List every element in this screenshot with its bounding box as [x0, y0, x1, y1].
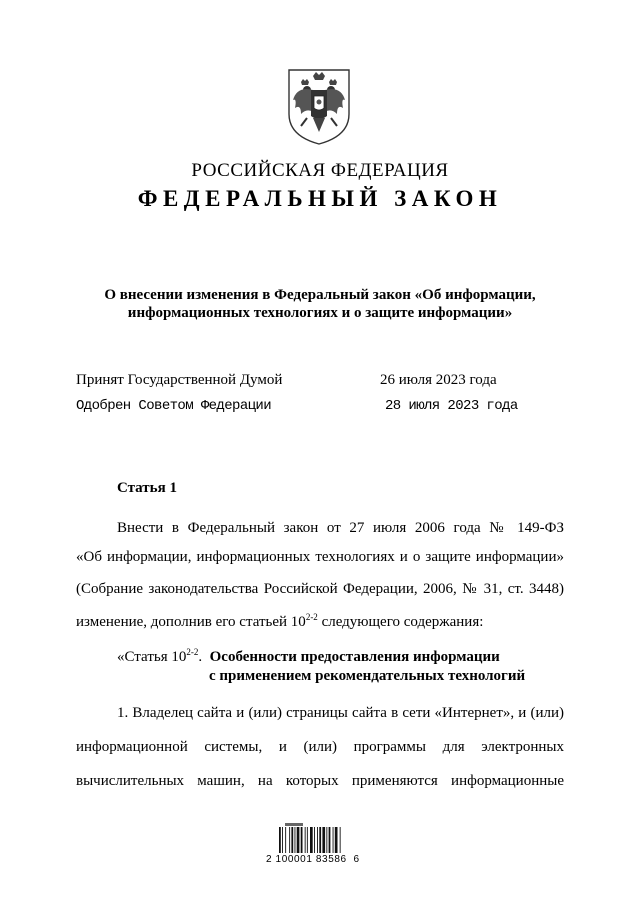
council-approval-label: Одобрен Советом Федерации	[76, 398, 272, 414]
article-1-line-2: «Об информации, информационных технологиях и о защите информации»	[76, 549, 564, 565]
new-article-line-1: 1. Владелец сайта и (или) страницы сайта в сети «Интернет», и (или)	[117, 705, 564, 721]
new-article-line-2: информационной системы, и (или) программы для электронных	[76, 739, 564, 755]
duma-adoption-date: 26 июля 2023 года	[380, 372, 497, 388]
article-1-heading: Статья 1	[117, 480, 177, 496]
new-article-title-2: с применением рекомендательных технологий	[209, 668, 526, 684]
barcode-number: 2 100001 83586 6	[266, 854, 360, 865]
law-title-line1: О внесении изменения в Федеральный закон «Об информации,	[104, 287, 536, 303]
new-article-line-3: вычислительных машин, на которых применяются информационные	[76, 773, 564, 789]
duma-adoption-label: Принят Государственной Думой	[76, 372, 283, 388]
new-article-heading	[117, 648, 500, 666]
article-1-line-1: Внести в Федеральный закон от 27 июля 2006 года № 149-ФЗ	[117, 520, 564, 536]
law-title	[60, 286, 580, 322]
article-1-line-4	[76, 613, 564, 631]
article-1-line-3: (Собрание законодательства Российской Федерации, 2006, № 31, ст. 3448)	[76, 581, 564, 597]
article-1-line-4-tail: следующего содержания:	[317, 614, 484, 630]
new-article-dot: .	[198, 649, 203, 665]
law-title-line2: информационных технологиях и о защите информации»	[127, 305, 513, 321]
coat-of-arms-icon	[283, 66, 355, 146]
barcode-icon	[279, 823, 355, 853]
document-type: ФЕДЕРАЛЬНЫЙ ЗАКОН	[137, 186, 503, 211]
article-1-line-4-text: изменение, дополнив его статьей 10	[76, 614, 306, 630]
new-article-prefix: «Статья 10	[117, 649, 187, 665]
council-approval-date: 28 июля 2023 года	[385, 398, 518, 414]
article-number-superscript: 2-2	[305, 612, 318, 622]
new-article-superscript: 2-2	[186, 647, 199, 657]
country-name: РОССИЙСКАЯ ФЕДЕРАЦИЯ	[191, 160, 449, 181]
new-article-title-1: Особенности предоставления информации	[209, 649, 500, 665]
